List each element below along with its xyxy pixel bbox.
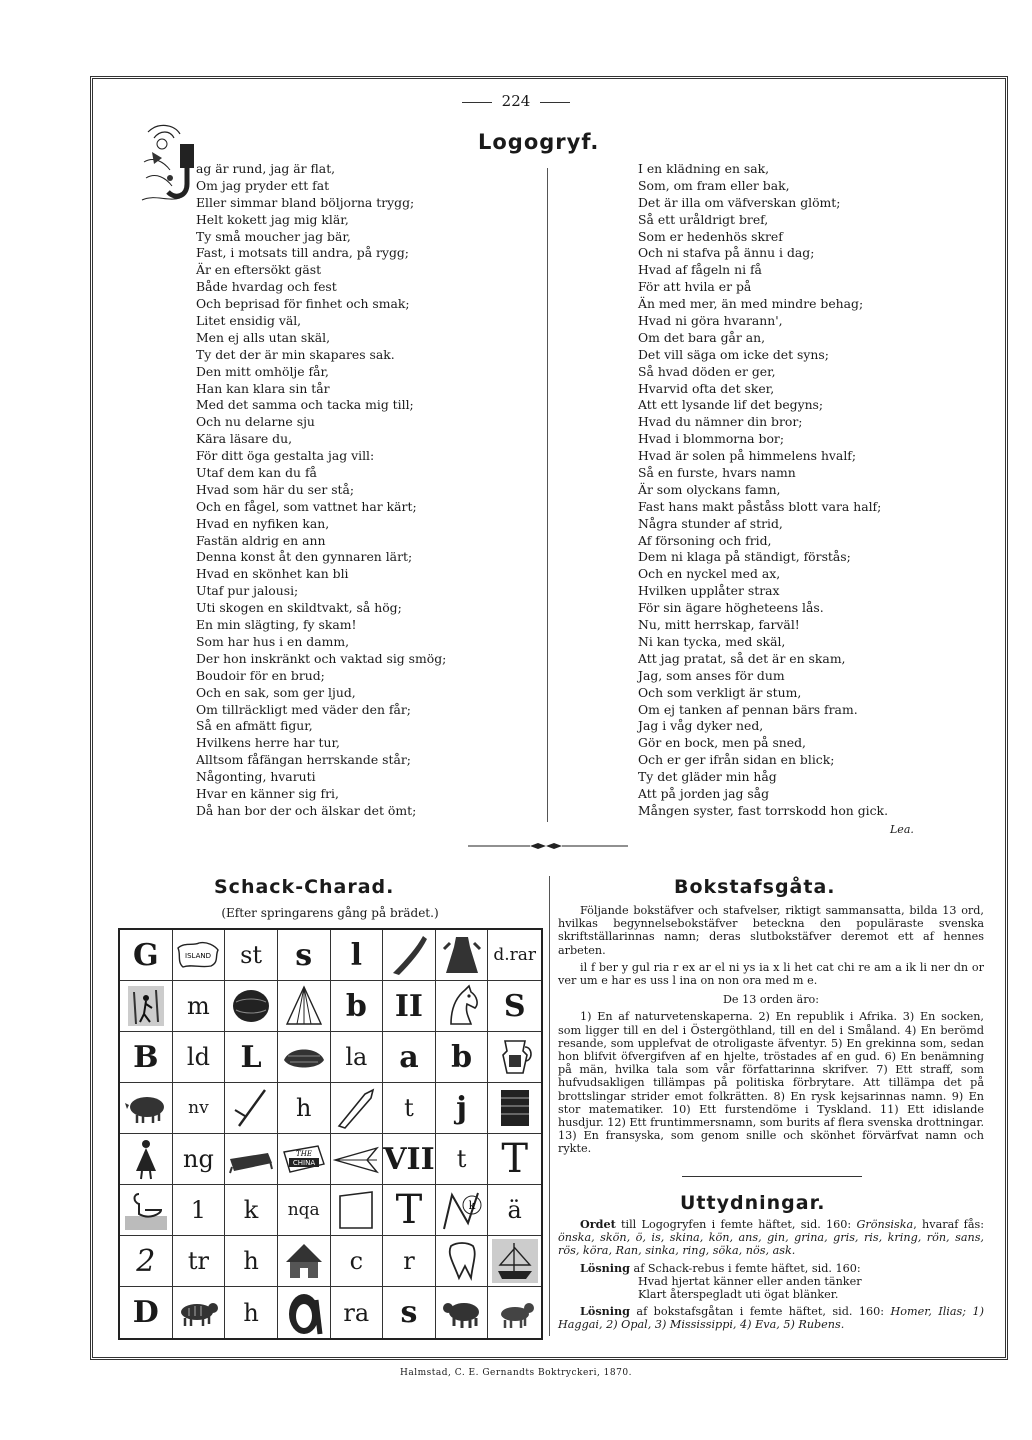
poem-line: Kära läsare du, <box>196 431 293 447</box>
board-cell <box>383 1185 436 1236</box>
printer-imprint: Halmstad, C. E. Gernandts Boktryckeri, 1870. <box>400 1368 632 1378</box>
poem-line: Och som verkligt är stum, <box>638 684 802 700</box>
orden-heading: De 13 orden äro: <box>722 993 820 1007</box>
rebus-text: S <box>503 988 526 1024</box>
poem-line: Hvilken upplåter strax <box>638 583 780 599</box>
poem-line: Och en fågel, som vattnet har kärt; <box>196 498 417 514</box>
board-cell <box>278 1236 331 1287</box>
rebus-island-icon <box>175 940 221 970</box>
poem-line: Hvad en skönhet kan bli <box>196 566 349 582</box>
rebus-text: 2 <box>136 1243 156 1279</box>
losning2-paragraph <box>558 1305 984 1331</box>
signature: Lea. <box>890 823 914 836</box>
rebus-stick-icon <box>231 1086 271 1130</box>
board-cell <box>331 1236 384 1287</box>
rebus-nut-icon <box>230 986 272 1026</box>
rebus-text: b <box>345 988 367 1024</box>
poem-line: Men ej alls utan skäl, <box>196 329 331 345</box>
rebus-nk-icon <box>440 1189 484 1231</box>
column-divider <box>547 168 548 822</box>
board-cell <box>120 981 173 1032</box>
rebus-text: ä <box>507 1196 522 1224</box>
poem-line: Fastän aldrig en ann <box>196 532 326 548</box>
poem-line: Som, om fram eller bak, <box>638 177 790 193</box>
rebus-veil-icon <box>333 1144 379 1174</box>
losning1-line1: Hvad hjertat känner eller anden tänker <box>638 1274 862 1288</box>
board-cell <box>173 930 226 981</box>
poem-line: Alltsom fåfängan herrskande står; <box>196 752 411 768</box>
rebus-text: II <box>394 988 423 1024</box>
board-cell <box>120 1134 173 1185</box>
rebus-text: nv <box>188 1098 209 1118</box>
losning1-text: af Schack-rebus i femte häftet, sid. 160: <box>629 1261 861 1275</box>
board-cell <box>383 1083 436 1134</box>
rebus-text: t <box>456 1145 467 1173</box>
poem-line: ag är rund, jag är flat, <box>196 161 336 176</box>
poem-line: Af försoning och frid, <box>638 532 772 548</box>
rebus-tooth-icon <box>443 1240 481 1282</box>
poem-line: Helt kokett jag mig klär, <box>196 211 349 227</box>
board-cell <box>120 1032 173 1083</box>
poem-line: Och beprisad för finhet och smak; <box>196 296 410 312</box>
poem-line: Så en furste, hvars namn <box>638 465 796 481</box>
rebus-skater-icon <box>126 984 166 1028</box>
poem-line: Någonting, hvaruti <box>196 769 316 785</box>
rebus-text: k <box>243 1196 259 1224</box>
poem-line: Den mitt omhölje får, <box>196 363 329 379</box>
rebus-text: t <box>404 1094 414 1122</box>
poem-line: Med det samma och tacka mig till; <box>196 397 414 413</box>
board-cell <box>331 930 384 981</box>
rebus-jug-icon <box>495 1035 535 1079</box>
poem-line: Hvilkens herre har tur, <box>196 735 340 751</box>
board-cell <box>331 1134 384 1185</box>
rebus-text: r <box>403 1247 415 1275</box>
board-cell <box>278 1287 331 1338</box>
losning2-label: Lösning <box>580 1304 630 1319</box>
rebus-tent-icon <box>283 984 325 1028</box>
rebus-bed-icon <box>228 1143 274 1175</box>
poem-line: En min slägting, fy skam! <box>196 617 357 633</box>
board-cell <box>225 1185 278 1236</box>
losning2-answers: Homer, Ilias; 1) Haggai, 2) Opal, 3) Mississippi, 4) Eva, 5) Rubens. <box>558 1305 985 1332</box>
rebus-house-icon <box>282 1240 326 1282</box>
rebus-text: nqa <box>287 1200 320 1220</box>
poem-line: Han kan klara sin tår <box>196 380 330 396</box>
poem-line: Mången syster, fast torrskodd hon gick. <box>638 802 889 818</box>
poem-line: Boudoir för en brud; <box>196 667 325 683</box>
poem-line: Att ett lysande lif det begyns; <box>638 397 824 413</box>
board-cell <box>331 1287 384 1338</box>
board-cell <box>278 981 331 1032</box>
ornamental-initial-j-icon <box>140 122 196 208</box>
poem-line: Det vill säga om icke det syns; <box>638 346 829 362</box>
board-cell <box>436 1236 489 1287</box>
poem-line: Hvar en känner sig fri, <box>196 785 339 801</box>
short-divider <box>682 1176 862 1177</box>
board-cell <box>331 1185 384 1236</box>
logogryf-left-column <box>196 161 446 820</box>
poem-line: Att jag pratat, så det är en skam, <box>638 650 846 666</box>
board-cell <box>120 1083 173 1134</box>
board-cell <box>173 1287 226 1338</box>
poem-line: Hvad som här du ser stå; <box>196 481 355 497</box>
poem-line: Dem ni klaga på ständigt, förstås; <box>638 549 851 565</box>
poem-line: Fast hans makt påståss blott vara half; <box>638 498 882 514</box>
board-cell <box>488 1236 541 1287</box>
rebus-text: T <box>501 1136 529 1182</box>
board-cell <box>383 930 436 981</box>
poem-line: Ty små moucher jag bär, <box>196 228 351 244</box>
rebus-text: h <box>295 1094 312 1122</box>
rebus-tiger-icon <box>175 1296 221 1330</box>
poem-line: Hvad i blommorna bor; <box>638 431 784 447</box>
losning1-paragraph <box>558 1262 984 1275</box>
board-cell <box>331 1032 384 1083</box>
board-cell <box>488 981 541 1032</box>
rebus-text: ng <box>183 1145 214 1173</box>
rebus-horn-icon <box>389 933 429 977</box>
page-number: 224 <box>0 92 1032 110</box>
rebus-text: L <box>240 1039 262 1075</box>
poem-line: Om tillräckligt med väder den får; <box>196 701 411 717</box>
bokstafsgata-letters: il f ber y gul ria r ex ar el ni ys ia x li het cat chi re am a ik li ner dn or ver um e har es uss l ina on non ora med m e. <box>558 960 984 988</box>
losning2-text: af bokstafsgåtan i femte häftet, sid. 160: <box>629 1305 891 1319</box>
svg-text:ISLAND: ISLAND <box>185 952 212 960</box>
board-cell <box>173 1134 226 1185</box>
board-cell <box>383 1134 436 1185</box>
board-cell <box>331 1083 384 1134</box>
rebus-china-icon <box>280 1142 328 1176</box>
poem-line: Denna konst åt den gynnaren lärt; <box>196 549 413 565</box>
board-cell <box>120 1185 173 1236</box>
board-cell <box>173 1032 226 1083</box>
rebus-girl-icon <box>126 1137 166 1181</box>
rebus-text: la <box>345 1043 368 1071</box>
rebus-text: G <box>133 937 159 973</box>
losning1-label: Lösning <box>580 1260 630 1275</box>
rebus-swan-icon <box>125 1190 167 1230</box>
uttydningar-title: Uttydningar. <box>680 1192 826 1214</box>
bokstafsgata-title: Bokstafsgåta. <box>674 876 836 898</box>
poem-line: Eller simmar bland böljorna trygg; <box>196 194 415 210</box>
poem-line: För sin ägare högheteens lås. <box>638 600 824 616</box>
poem-line: Ni kan tycka, med skäl, <box>638 633 786 649</box>
poem-line: Om jag pryder ett fat <box>196 177 330 193</box>
poem-line: Uti skogen en skildtvakt, så hög; <box>196 600 402 616</box>
rebus-text: l <box>350 937 363 973</box>
rebus-text: h <box>243 1247 259 1275</box>
poem-line: Jag i våg dyker ned, <box>638 718 764 734</box>
poem-line: Om ej tanken af pennan bärs fram. <box>638 701 858 717</box>
board-cell <box>383 981 436 1032</box>
uttydningar-body <box>558 1218 984 1332</box>
poem-line: Att på jorden jag såg <box>638 785 770 801</box>
board-cell <box>225 930 278 981</box>
ordet-text: till Logogryfen i femte häftet, sid. 160: <box>615 1218 857 1231</box>
ordet-answer: Grönsiska <box>856 1218 914 1231</box>
poem-line: Är en eftersökt gäst <box>196 262 322 278</box>
poem-line: Så hvad döden er ger, <box>638 363 776 379</box>
board-cell <box>173 1083 226 1134</box>
board-cell <box>225 981 278 1032</box>
rebus-text: b <box>451 1039 473 1075</box>
rebus-a-icon <box>284 1290 324 1336</box>
poem-line: Det är illa om väfverskan glömt; <box>638 194 841 210</box>
board-cell <box>278 1032 331 1083</box>
board-cell <box>278 1134 331 1185</box>
board-cell <box>436 1032 489 1083</box>
poem-line: Som har hus i en damm, <box>196 633 350 649</box>
poem-line: Hvarvid ofta det sker, <box>638 380 775 396</box>
poem-line: Några stunder af strid, <box>638 515 783 531</box>
board-cell <box>173 1185 226 1236</box>
svg-text:THE: THE <box>295 1150 312 1158</box>
schack-charad-subtitle: (Efter springarens gång på brädet.) <box>221 906 439 920</box>
rebus-nest-icon <box>282 1042 326 1072</box>
ordet-label: Ordet <box>580 1217 616 1231</box>
section-divider-ornament <box>468 842 628 850</box>
svg-text:CHINA: CHINA <box>292 1159 315 1167</box>
board-cell <box>488 1083 541 1134</box>
rebus-frame-icon <box>334 1188 378 1232</box>
rebus-text: T <box>395 1187 423 1233</box>
rebus-text: tr <box>187 1247 209 1275</box>
rebus-dress-icon <box>442 933 482 977</box>
ordet-mid: , hvaraf fås: <box>913 1218 985 1231</box>
rebus-text: c <box>349 1247 364 1275</box>
poem-line: Som er hedenhös skref <box>638 228 783 244</box>
board-cell <box>120 930 173 981</box>
rebus-text: s <box>295 937 313 973</box>
poem-line: Der hon inskränkt och vaktad sig smög; <box>196 650 447 666</box>
poem-line: Och ni stafva på ännu i dag; <box>638 245 815 261</box>
logogryf-right-column <box>638 161 888 820</box>
board-cell <box>488 930 541 981</box>
poem-line: För att hvila er på <box>638 279 752 295</box>
board-cell <box>488 1134 541 1185</box>
poem-line: Hvad är solen på himmelens hvalf; <box>638 448 857 464</box>
rebus-text: h <box>243 1298 259 1327</box>
rebus-dog-icon <box>493 1296 537 1330</box>
schack-charad-title: Schack-Charad. <box>214 876 395 898</box>
logogryf-title: Logogryf. <box>478 130 600 154</box>
poem-line: Hvad af fågeln ni få <box>638 262 762 278</box>
lower-column-divider <box>549 876 550 1336</box>
board-cell <box>278 1185 331 1236</box>
poem-line: Jag, som anses för dum <box>638 667 785 683</box>
ordet-words: önska, skön, ö, is, skina, kön, ans, gin, grina, gris, ris, kring, rön, sans, rös, köra, Ran, sinka, ring, söka, nös, ask. <box>558 1231 984 1258</box>
poem-line: Gör en bock, men på sned, <box>638 735 806 751</box>
rebus-text: d.rar <box>493 945 537 965</box>
rebus-bear-icon <box>440 1296 484 1330</box>
rebus-text: ra <box>343 1298 370 1327</box>
board-cell <box>278 1083 331 1134</box>
poem-line: För ditt öga gestalta jag vill: <box>196 448 375 464</box>
board-cell <box>383 1236 436 1287</box>
board-cell <box>278 930 331 981</box>
rebus-text: s <box>400 1295 418 1330</box>
board-cell <box>436 981 489 1032</box>
rebus-pig-icon <box>123 1091 169 1125</box>
poem-line: Hvad en nyfiken kan, <box>196 515 330 531</box>
poem-line: Ty det gläder min håg <box>638 769 777 785</box>
poem-line: Då han bor der och älskar det ömt; <box>196 802 417 818</box>
rebus-text: ld <box>186 1043 210 1071</box>
board-cell <box>173 981 226 1032</box>
rebus-stack-icon <box>495 1086 535 1130</box>
poem-line: Utaf pur jalousi; <box>196 583 299 599</box>
poem-line: Så ett uråldrigt bref, <box>638 211 769 227</box>
rebus-ship-icon <box>492 1239 538 1283</box>
poem-line: Och er ger ifrån sidan en blick; <box>638 752 835 768</box>
rebus-text: st <box>240 941 263 969</box>
board-cell <box>383 1287 436 1338</box>
rebus-text: m <box>187 992 210 1020</box>
poem-line: Och en sak, som ger ljud, <box>196 684 356 700</box>
chess-board-rebus <box>118 928 543 1340</box>
rebus-horn2-icon <box>335 1086 377 1130</box>
poem-line: Än med mer, än med mindre behag; <box>638 296 864 312</box>
poem-line: I en klädning en sak, <box>638 161 770 176</box>
board-cell <box>436 1185 489 1236</box>
board-cell <box>383 1032 436 1083</box>
board-cell <box>225 1032 278 1083</box>
poem-line: Om det bara går an, <box>638 329 766 345</box>
rebus-text: a <box>399 1039 419 1075</box>
board-cell <box>331 981 384 1032</box>
board-cell <box>225 1083 278 1134</box>
poem-line: Hvad du nämner din bror; <box>638 414 803 430</box>
board-cell <box>225 1287 278 1338</box>
board-cell <box>436 930 489 981</box>
poem-line: Nu, mitt herrskap, farväl! <box>638 617 800 633</box>
board-cell <box>173 1236 226 1287</box>
rebus-text: D <box>132 1295 159 1330</box>
poem-line: Så en afmätt figur, <box>196 718 313 734</box>
poem-line: Litet ensidig väl, <box>196 313 302 329</box>
bokstafsgata-intro: Följande bokstäfver och stafvelser, riktigt sammansatta, bilda 13 ord, hvilkas begynnelsebokstäfver beteckna den populäraste svenska skriftställarinnas namn; deras slutbokstäfver deremot ett af hennes arbeten. <box>558 904 984 957</box>
losning1-line2: Klart återspegladt uti ögat blänker. <box>638 1288 839 1302</box>
board-cell <box>436 1287 489 1338</box>
poem-line: Hvad ni göra hvarann', <box>638 313 783 329</box>
poem-line: Och nu delarne sju <box>196 414 315 430</box>
rebus-text: 1 <box>190 1196 207 1224</box>
bokstafsgata-clues: 1) En af naturvetenskaperna. 2) En republik i Afrika. 3) En socken, som ligger till en del i Östergöthland, till en del i Småland. 4) En berömd resande, som upplefvat de otroligaste äfventyr. 5) En grekinna som, sedan hon blifvit öfvergifven af en hjelte, tröstades af en gud. 6) En benämning på män, hvilka tala som vår författarinna skrifver. 7) Ett straff, som hufvudsakligen tillämpas på politiska förbrytare. Att tillämpa det på brottslingar strider emot folkrätten. 8) En rysk kejsarinnas namn. 9) En stor matematiker. 10) Ett furstendöme i Tyskland. 11) Ett idislande husdjur. 12) Ett fruntimmersnamn, som burits af flera svenska drottningar. 13) En fransyska, som genom snille och skönhet förvärfvat namn och rykte. <box>558 1010 984 1156</box>
board-cell <box>436 1083 489 1134</box>
board-cell <box>120 1287 173 1338</box>
bokstafsgata-body <box>558 904 984 1156</box>
board-cell <box>488 1032 541 1083</box>
rebus-text: B <box>133 1039 159 1075</box>
board-cell <box>225 1236 278 1287</box>
ordet-paragraph <box>558 1218 984 1258</box>
rebus-text: VII <box>383 1141 435 1177</box>
board-cell <box>225 1134 278 1185</box>
rebus-text: j <box>456 1090 467 1126</box>
board-cell <box>488 1287 541 1338</box>
svg-text:k: k <box>468 1199 475 1212</box>
board-cell <box>120 1236 173 1287</box>
poem-line: Är som olyckans famn, <box>638 481 781 497</box>
poem-line: Och en nyckel med ax, <box>638 566 781 582</box>
rebus-horse-icon <box>441 984 483 1028</box>
poem-line: Fast, i motsats till andra, på rygg; <box>196 245 409 261</box>
poem-line: Både hvardag och fest <box>196 279 337 295</box>
poem-line: Utaf dem kan du få <box>196 465 317 481</box>
board-cell <box>488 1185 541 1236</box>
poem-line: Ty det der är min skapares sak. <box>196 346 395 362</box>
board-cell <box>436 1134 489 1185</box>
